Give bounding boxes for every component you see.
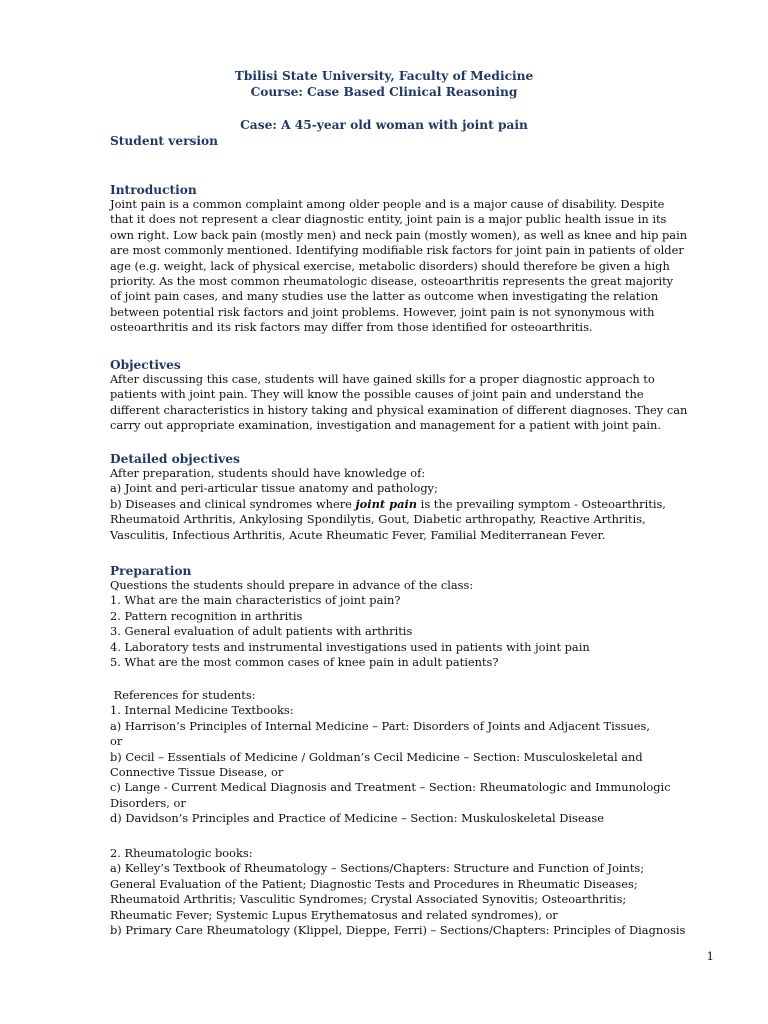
paragraph-line: After preparation, students should have knowledge of: (110, 466, 426, 480)
case-title: Case: A 45-year old woman with joint pain (240, 118, 528, 132)
list-item: c) Lange - Current Medical Diagnosis and Treatment – Section: Rheumatologic and Immunologic (110, 780, 671, 795)
paragraph-line: Disorders, or (110, 795, 186, 810)
detailed-objectives-heading: Detailed objectives (110, 452, 240, 466)
paragraph-line: Rheumatoid Arthritis, Ankylosing Spondilytis, Gout, Diabetic arthropathy, Reactive Arthritis, (110, 512, 646, 527)
paragraph-line: Rheumatic Fever; Systemic Lupus Erythematosus and related syndromes), or (110, 907, 558, 922)
list-item: b) Cecil – Essentials of Medicine / Goldman’s Cecil Medicine – Section: Musculoskeletal and (110, 749, 643, 764)
university-title: Tbilisi State University, Faculty of Medicine (234, 69, 534, 83)
paragraph-line: Questions the students should prepare in advance of the class: (110, 578, 474, 592)
course-title: Course: Case Based Clinical Reasoning (250, 85, 518, 99)
paragraph-line: between potential risk factors and joint problems. However, joint pain is not synonymous with (110, 304, 655, 319)
paragraph-line: After discussing this case, students will have gained skills for a proper diagnostic approach to (110, 372, 655, 386)
paragraph-line: General Evaluation of the Patient; Diagnostic Tests and Procedures in Rheumatic Diseases; (110, 876, 638, 891)
paragraph-line: of joint pain cases, and many studies use the latter as outcome when investigating the relation (110, 289, 659, 304)
paragraph-line: that it does not represent a clear diagnostic entity, joint pain is a major public health issue in its (110, 212, 667, 227)
list-item-text: b) Diseases and clinical syndromes where (110, 496, 356, 511)
list-item: d) Davidson’s Principles and Practice of Medicine – Section: Muskuloskeletal Disease (110, 811, 605, 826)
emphasized-term: joint pain (355, 496, 418, 511)
list-item: 2. Rheumatologic books: (110, 846, 253, 860)
page-number: 1 (706, 949, 714, 963)
paragraph-line: Joint pain is a common complaint among older people and is a major cause of disability. Despite (110, 197, 665, 211)
paragraph-line: age (e.g. weight, lack of physical exercise, metabolic disorders) should therefore be given a high (110, 258, 670, 273)
list-item: a) Harrison’s Principles of Internal Medicine – Part: Disorders of Joints and Adjacent Tissues, (110, 718, 650, 733)
list-item: 4. Laboratory tests and instrumental investigations used in patients with joint pain (110, 639, 590, 654)
list-item: a) Joint and peri-articular tissue anatomy and pathology; (110, 481, 438, 496)
list-item: 1. Internal Medicine Textbooks: (110, 703, 294, 718)
paragraph-line: different characteristics in history taking and physical examination of different diagnoses. They can (110, 402, 688, 417)
list-item-text: is the prevailing symptom - Osteoarthritis, (417, 496, 666, 511)
preparation-heading: Preparation (110, 564, 192, 578)
paragraph-line: patients with joint pain. They will know the possible causes of joint pain and understand the (110, 387, 644, 402)
introduction-heading: Introduction (110, 183, 197, 197)
paragraph-line: Connective Tissue Disease, or (110, 765, 284, 779)
paragraph-line: Vasculitis, Infectious Arthritis, Acute Rheumatic Fever, Familial Mediterranean Fever. (110, 527, 606, 542)
list-item (110, 497, 666, 512)
list-item: 5. What are the most common cases of knee pain in adult patients? (110, 655, 499, 669)
list-item: 1. What are the main characteristics of joint pain? (110, 593, 401, 608)
paragraph-line: or (110, 734, 123, 749)
list-item: 3. General evaluation of adult patients with arthritis (110, 624, 413, 639)
list-item: 2. Pattern recognition in arthritis (110, 608, 303, 623)
list-item: a) Kelley’s Textbook of Rheumatology – Sections/Chapters: Structure and Function of Joints; (110, 861, 645, 876)
paragraph-line: osteoarthritis and its risk factors may differ from those identified for osteoarthritis. (110, 320, 593, 335)
paragraph-line: carry out appropriate examination, investigation and management for a patient with joint pain. (110, 418, 661, 433)
paragraph-line: Rheumatoid Arthritis; Vasculitic Syndromes; Crystal Associated Synovitis; Osteoarthritis; (110, 892, 627, 907)
paragraph-line: priority. As the most common rheumatologic disease, osteoarthritis represents the great majority (110, 274, 674, 288)
version-label: Student version (110, 134, 219, 148)
paragraph-line: own right. Low back pain (mostly men) and neck pain (mostly women), as well as knee and hip pain (110, 227, 688, 242)
paragraph-line: are most commonly mentioned. Identifying modifiable risk factors for joint pain in patients of older (110, 243, 684, 258)
objectives-heading: Objectives (110, 358, 181, 372)
list-item: b) Primary Care Rheumatology (Klippel, Dieppe, Ferri) – Sections/Chapters: Principles of Diagnosis (110, 923, 686, 937)
references-label: References for students: (110, 688, 256, 702)
